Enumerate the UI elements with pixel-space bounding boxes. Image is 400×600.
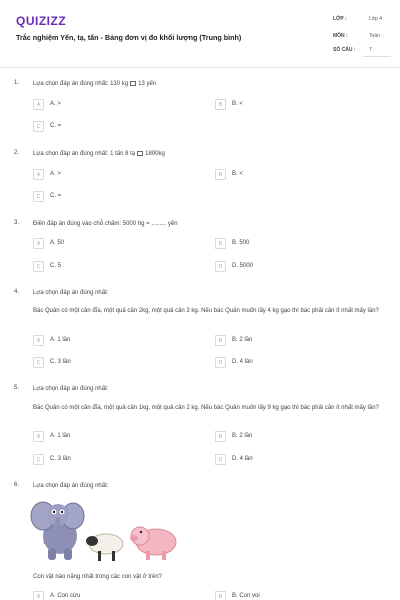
answer-option[interactable]: A A. 1 lần	[33, 431, 183, 442]
answer-option[interactable]: B B. 500	[215, 238, 365, 249]
blank-box	[137, 151, 143, 156]
answer-option[interactable]: D D. 4 lần	[215, 357, 365, 368]
question-number: 5.	[14, 385, 20, 391]
sheep-icon	[86, 534, 123, 561]
answer-option[interactable]: A A. 50	[33, 238, 183, 249]
question-prompt: Điền đáp án đúng vào chỗ chấm: 5000 hg = ......... yến	[33, 221, 178, 227]
answer-option[interactable]: B B. 2 lần	[215, 335, 365, 346]
answer-option[interactable]: B B. 2 lần	[215, 431, 365, 442]
answer-option[interactable]: A A. 1 lần	[33, 335, 183, 346]
page-title: Trắc nghiệm Yến, tạ, tấn - Bảng đơn vị đo khối lượng (Trung bình)	[16, 33, 242, 42]
answer-option[interactable]: D D. 5000	[215, 261, 365, 272]
question-body: Bác Quân có một cân đĩa, một quả cân 2kg, một quả cân 3 kg. Nếu bác Quân muốn lấy 4 kg gạo thì bác phải cân ít nhất mấy lần?	[33, 308, 379, 314]
question-prompt: Lựa chọn đáp án đúng nhất:	[33, 483, 109, 489]
question-prompt: Lựa chọn đáp án đúng nhất: 1 tấn 8 tạ 1800kg	[33, 151, 165, 157]
question-prompt: Lựa chọn đáp án đúng nhất:	[33, 386, 109, 392]
pig-icon	[130, 527, 176, 560]
question-prompt: Lựa chọn đáp án đúng nhất: 130 kg 13 yến	[33, 81, 157, 87]
answer-option[interactable]: C C. 3 lần	[33, 357, 183, 368]
question-prompt: Lựa chọn đáp án đúng nhất:	[33, 290, 109, 296]
question-number: 1.	[14, 80, 20, 86]
answer-option[interactable]: A A. >	[33, 169, 183, 180]
answer-option[interactable]: B B. <	[215, 99, 365, 110]
question-body: Con vật nào nặng nhất trong các con vật ở trên?	[33, 574, 163, 580]
question-number: 6.	[14, 482, 20, 488]
worksheet-header: QUIZIZZ Trắc nghiệm Yến, tạ, tấn - Bảng đơn vị đo khối lượng (Trung bình) LỚP : Lớp 4 MÔN : Toán SỐ CÂU : 7	[0, 0, 400, 68]
elephant-icon	[31, 502, 84, 560]
answer-option[interactable]: C C. =	[33, 121, 183, 132]
answer-option[interactable]: C C. 5	[33, 261, 183, 272]
answer-option[interactable]: D D. 4 lần	[215, 454, 365, 465]
answer-option[interactable]: A A. >	[33, 99, 183, 110]
question-body: Bác Quân có một cân đĩa, một quả cân 1kg, một quả cân 2 kg. Nếu bác Quân muốn lấy 9 kg gạo thì bác phải cân ít nhất mấy lần?	[33, 405, 379, 411]
question-number: 4.	[14, 289, 20, 295]
answer-option[interactable]: C C. 3 lần	[33, 454, 183, 465]
question-number: 3.	[14, 220, 20, 226]
blank-box	[130, 81, 136, 86]
animals-illustration	[28, 496, 183, 568]
answer-option[interactable]: C C. =	[33, 191, 183, 202]
quizizz-logo: QUIZIZZ	[16, 14, 67, 28]
answer-option[interactable]: A A. Con cừu	[33, 591, 183, 600]
answer-option[interactable]: B B. Con voi	[215, 591, 365, 600]
answer-option[interactable]: B B. <	[215, 169, 365, 180]
question-number: 2.	[14, 150, 20, 156]
